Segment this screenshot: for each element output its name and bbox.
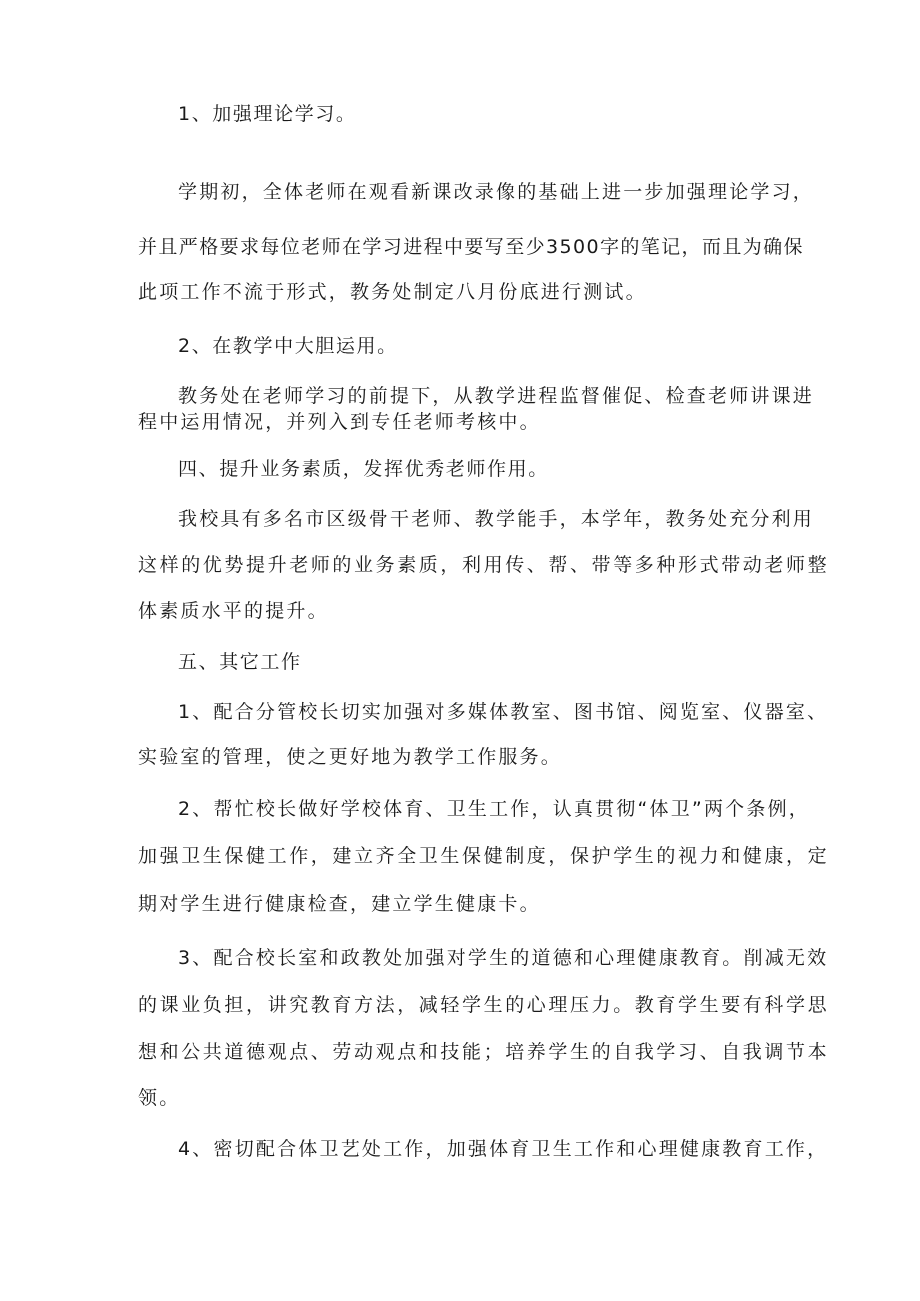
paragraph-line: 程中运用情况，并列入到专任老师考核中。 bbox=[138, 411, 541, 433]
paragraph-line: 3、配合校长室和政教处加强对学生的道德和心理健康教育。削减无效 bbox=[178, 947, 829, 969]
section-heading: 四、提升业务素质，发挥优秀老师作用。 bbox=[178, 458, 549, 480]
paragraph-line: 加强卫生保健工作，建立齐全卫生保健制度，保护学生的视力和健康，定 bbox=[138, 845, 830, 867]
section-heading: 2、在教学中大胆运用。 bbox=[178, 335, 398, 357]
paragraph-line: 的课业负担，讲究教育方法，减轻学生的心理压力。教育学生要有科学思 bbox=[138, 994, 830, 1016]
paragraph-line: 教务处在老师学习的前提下，从教学进程监督催促、检查老师讲课进 bbox=[178, 385, 815, 407]
paragraph-line: 学期初，全体老师在观看新课改录像的基础上进一步加强理论学习， bbox=[178, 181, 815, 203]
paragraph-line: 4、密切配合体卫艺处工作，加强体育卫生工作和心理健康教育工作， bbox=[178, 1138, 829, 1160]
paragraph-line: 此项工作不流于形式，教务处制定八月份底进行测试。 bbox=[138, 281, 647, 303]
paragraph-line: 想和公共道德观点、劳动观点和技能；培养学生的自我学习、自我调节本 bbox=[138, 1041, 830, 1063]
section-heading: 五、其它工作 bbox=[178, 651, 302, 673]
section-heading: 1、加强理论学习。 bbox=[178, 103, 357, 125]
paragraph-line: 我校具有多名市区级骨干老师、教学能手，本学年，教务处充分利用 bbox=[178, 508, 815, 530]
paragraph-line: 期对学生进行健康检查，建立学生健康卡。 bbox=[138, 893, 541, 915]
paragraph-line: 领。 bbox=[138, 1087, 181, 1109]
paragraph-line: 并且严格要求每位老师在学习进程中要写至少3500字的笔记，而且为确保 bbox=[138, 236, 804, 258]
paragraph-line: 体素质水平的提升。 bbox=[138, 600, 329, 622]
paragraph-line: 1、配合分管校长切实加强对多媒体教室、图书馆、阅览室、仪器室、 bbox=[178, 701, 829, 723]
paragraph-line: 实验室的管理，使之更好地为教学工作服务。 bbox=[138, 746, 563, 768]
paragraph-line: 2、帮忙校长做好学校体育、卫生工作，认真贯彻“体卫”两个条例， bbox=[178, 798, 810, 820]
paragraph-line: 这样的优势提升老师的业务素质，利用传、帮、带等多种形式带动老师整 bbox=[138, 554, 830, 576]
